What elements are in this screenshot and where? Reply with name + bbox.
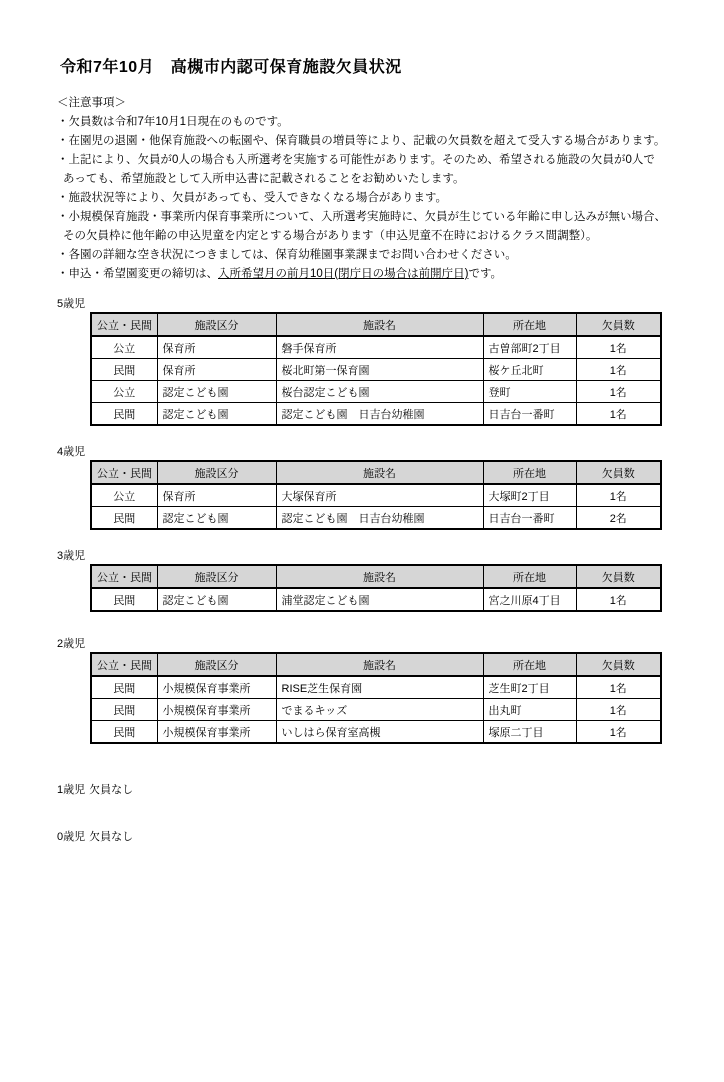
no-vacancy-age-1 (57, 784, 724, 797)
table-row (91, 359, 661, 381)
table-cell: 2名 (576, 507, 661, 530)
vacancy-table-age-2 (90, 652, 662, 744)
section-age-4 (0, 446, 724, 530)
table-cell: 保育所 (157, 359, 276, 381)
column-header: 所在地 (483, 461, 576, 484)
table-cell: 民間 (91, 699, 157, 721)
table-cell: 古曽部町2丁目 (483, 336, 576, 359)
table-cell: 1名 (576, 721, 661, 744)
table-cell: 出丸町 (483, 699, 576, 721)
no-vacancy-text: 欠員なし (89, 831, 134, 843)
table-cell: 認定こども園 (157, 381, 276, 403)
table-cell: 桜ケ丘北町 (483, 359, 576, 381)
no-vacancy-text: 欠員なし (89, 784, 134, 796)
table-cell: 公立 (91, 381, 157, 403)
table-row (91, 336, 661, 359)
table-cell: 認定こども園 (157, 507, 276, 530)
table-cell: 大塚町2丁目 (483, 484, 576, 507)
table-cell: 1名 (576, 676, 661, 699)
column-header: 施設名 (276, 653, 483, 676)
table-row (91, 484, 661, 507)
table-cell: 小規模保育事業所 (157, 676, 276, 699)
document-page (0, 58, 724, 1082)
column-header: 所在地 (483, 653, 576, 676)
table-cell: 小規模保育事業所 (157, 721, 276, 744)
note-line-continuation: あっても、希望施設として入所申込書に記載されることをお勧めいたします。 (63, 173, 465, 185)
table-cell: 民間 (91, 588, 157, 611)
column-header: 施設区分 (157, 653, 276, 676)
column-header: 公立・民間 (91, 653, 157, 676)
note-line: ・上記により、欠員が0人の場合も入所選考を実施する可能性があります。そのため、希望される施設の欠員が0人で (57, 154, 655, 166)
table-cell: 日吉台一番町 (483, 403, 576, 426)
note-line-continuation: その欠員枠に他年齢の申込児童を内定とする場合があります（申込児童不在時におけるクラス間調整）。 (63, 230, 598, 242)
table-cell: 芝生町2丁目 (483, 676, 576, 699)
table-cell: 桜台認定こども園 (276, 381, 483, 403)
table-cell: でまるキッズ (276, 699, 483, 721)
table-row (91, 507, 661, 530)
table-cell: 登町 (483, 381, 576, 403)
deadline-prefix: ・申込・希望園変更の締切は、 (57, 268, 218, 280)
table-cell: 公立 (91, 336, 157, 359)
column-header: 施設名 (276, 565, 483, 588)
table-row (91, 721, 661, 744)
note-line: ・在園児の退園・他保育施設への転園や、保育職員の増員等により、記載の欠員数を超えて受入する場合があります。 (57, 135, 666, 147)
column-header: 所在地 (483, 313, 576, 336)
table-cell: 民間 (91, 676, 157, 699)
note-line-deadline (57, 265, 724, 284)
table-cell: 民間 (91, 721, 157, 744)
table-cell: 桜北町第一保育園 (276, 359, 483, 381)
table-cell: 認定こども園 日吉台幼稚園 (276, 403, 483, 426)
column-header: 施設区分 (157, 461, 276, 484)
table-cell: 大塚保育所 (276, 484, 483, 507)
header-row (91, 461, 661, 484)
header-row (91, 313, 661, 336)
table-cell: 認定こども園 (157, 403, 276, 426)
table-cell: 小規模保育事業所 (157, 699, 276, 721)
column-header: 施設区分 (157, 313, 276, 336)
column-header: 欠員数 (576, 461, 661, 484)
note-line: ・施設状況等により、欠員があっても、受入できなくなる場合があります。 (57, 192, 447, 204)
table-cell: 保育所 (157, 484, 276, 507)
age-label-4: 4歳児 (57, 446, 86, 458)
table-cell: 塚原二丁目 (483, 721, 576, 744)
no-vacancy-age-0 (57, 831, 724, 844)
table-cell: 磐手保育所 (276, 336, 483, 359)
age-label-1: 1歳児 (57, 784, 86, 796)
table-cell: 1名 (576, 588, 661, 611)
table-cell: 1名 (576, 403, 661, 426)
column-header: 施設区分 (157, 565, 276, 588)
notes-section (57, 94, 724, 284)
table-cell: 日吉台一番町 (483, 507, 576, 530)
table-cell: 1名 (576, 381, 661, 403)
table-row (91, 676, 661, 699)
vacancy-table-age-4 (90, 460, 662, 530)
vacancy-table-age-5 (90, 312, 662, 426)
table-row (91, 403, 661, 426)
table-row (91, 588, 661, 611)
column-header: 施設名 (276, 461, 483, 484)
notes-heading: ＜注意事項＞ (57, 97, 126, 109)
column-header: 施設名 (276, 313, 483, 336)
age-label-2: 2歳児 (57, 638, 86, 650)
table-cell: 保育所 (157, 336, 276, 359)
table-cell: 1名 (576, 336, 661, 359)
table-cell: 認定こども園 (157, 588, 276, 611)
table-cell: 公立 (91, 484, 157, 507)
page-title: 令和7年10月 高槻市内認可保育施設欠員状況 (60, 59, 402, 76)
table-cell: 民間 (91, 359, 157, 381)
note-line: ・各園の詳細な空き状況につきましては、保育幼稚園事業課までお問い合わせください。 (57, 249, 517, 261)
age-label-0: 0歳児 (57, 831, 86, 843)
note-line: ・欠員数は令和7年10月1日現在のものです。 (57, 116, 289, 128)
deadline-suffix: です。 (468, 268, 503, 280)
column-header: 公立・民間 (91, 313, 157, 336)
deadline-underlined-text: 入所希望月の前月10日(閉庁日の場合は前開庁日) (218, 268, 469, 280)
header-row (91, 653, 661, 676)
column-header: 公立・民間 (91, 461, 157, 484)
table-cell: RISE芝生保育園 (276, 676, 483, 699)
table-cell: 1名 (576, 484, 661, 507)
table-cell: 宮之川原4丁目 (483, 588, 576, 611)
age-label-3: 3歳児 (57, 550, 86, 562)
table-cell: 民間 (91, 507, 157, 530)
column-header: 欠員数 (576, 565, 661, 588)
table-row (91, 381, 661, 403)
table-row (91, 699, 661, 721)
header-row (91, 565, 661, 588)
column-header: 公立・民間 (91, 565, 157, 588)
section-age-3 (0, 550, 724, 612)
column-header: 所在地 (483, 565, 576, 588)
section-age-5 (0, 298, 724, 426)
table-cell: いしはら保育室高槻 (276, 721, 483, 744)
table-cell: 民間 (91, 403, 157, 426)
note-line: ・小規模保育施設・事業所内保育事業所について、入所選考実施時に、欠員が生じている年齢に申し込みが無い場合、 (57, 211, 667, 223)
age-label-5: 5歳児 (57, 298, 86, 310)
section-age-2 (0, 638, 724, 744)
table-cell: 浦堂認定こども園 (276, 588, 483, 611)
column-header: 欠員数 (576, 653, 661, 676)
table-cell: 認定こども園 日吉台幼稚園 (276, 507, 483, 530)
column-header: 欠員数 (576, 313, 661, 336)
table-cell: 1名 (576, 359, 661, 381)
vacancy-table-age-3 (90, 564, 662, 612)
table-cell: 1名 (576, 699, 661, 721)
